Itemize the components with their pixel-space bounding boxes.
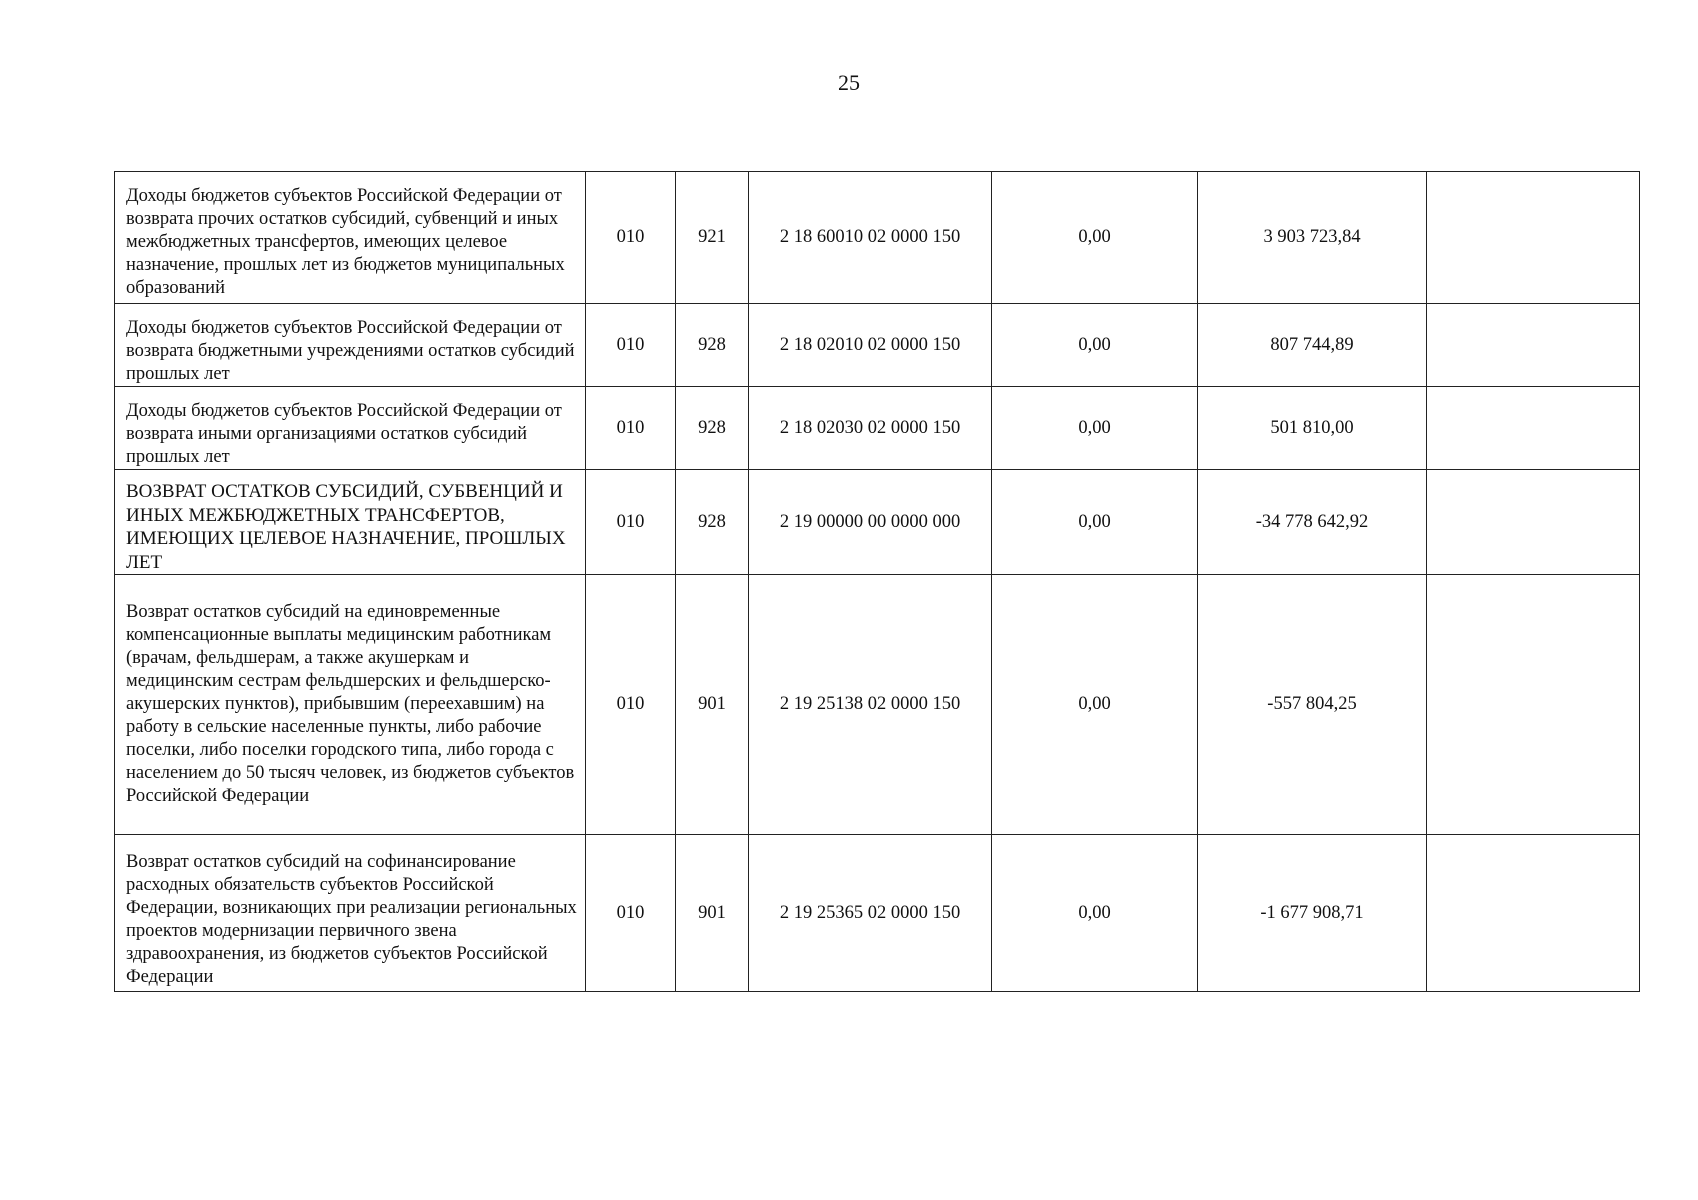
row-plan-amount: 0,00 xyxy=(992,387,1198,470)
row-description: Доходы бюджетов субъектов Российской Федерации от возврата бюджетными учреждениями остатков субсидий прошлых лет xyxy=(115,304,586,387)
row-admin-code: 928 xyxy=(676,470,749,575)
row-kbk-code: 2 18 02010 02 0000 150 xyxy=(749,304,992,387)
row-extra-cell xyxy=(1427,575,1640,835)
row-fact-amount: -557 804,25 xyxy=(1198,575,1427,835)
budget-table xyxy=(114,171,1640,992)
row-extra-cell xyxy=(1427,387,1640,470)
row-section-code: 010 xyxy=(586,304,676,387)
row-extra-cell xyxy=(1427,304,1640,387)
row-section-code: 010 xyxy=(586,470,676,575)
row-section-code: 010 xyxy=(586,387,676,470)
row-fact-amount: -34 778 642,92 xyxy=(1198,470,1427,575)
row-fact-amount: -1 677 908,71 xyxy=(1198,835,1427,992)
table-row xyxy=(115,470,1640,575)
row-plan-amount: 0,00 xyxy=(992,575,1198,835)
row-extra-cell xyxy=(1427,470,1640,575)
row-plan-amount: 0,00 xyxy=(992,835,1198,992)
row-description: Возврат остатков субсидий на единовременные компенсационные выплаты медицинским работникам (врачам, фельдшерам, а также акушеркам и медицинским сестрам фельдшерских и фельдшерско-акушерских пунктов), прибывшим (переехавшим) на работу в сельские населенные пункты, либо рабочие поселки, либо поселки городского типа, либо города с населением до 50 тысяч человек, из бюджетов субъектов Российской Федерации xyxy=(115,575,586,835)
row-description: Доходы бюджетов субъектов Российской Федерации от возврата иными организациями остатков субсидий прошлых лет xyxy=(115,387,586,470)
row-extra-cell xyxy=(1427,172,1640,304)
row-section-code: 010 xyxy=(586,172,676,304)
page-number: 25 xyxy=(838,70,860,95)
row-plan-amount: 0,00 xyxy=(992,470,1198,575)
row-description: Возврат остатков субсидий на софинансирование расходных обязательств субъектов Российской Федерации, возникающих при реализации региональных проектов модернизации первичного звена здравоохранения, из бюджетов субъектов Российской Федерации xyxy=(115,835,586,992)
row-plan-amount: 0,00 xyxy=(992,304,1198,387)
row-extra-cell xyxy=(1427,835,1640,992)
row-admin-code: 921 xyxy=(676,172,749,304)
row-admin-code: 928 xyxy=(676,387,749,470)
row-kbk-code: 2 19 25365 02 0000 150 xyxy=(749,835,992,992)
row-kbk-code: 2 19 25138 02 0000 150 xyxy=(749,575,992,835)
table-row xyxy=(115,575,1640,835)
table-row xyxy=(115,172,1640,304)
row-kbk-code: 2 19 00000 00 0000 000 xyxy=(749,470,992,575)
row-description: Доходы бюджетов субъектов Российской Федерации от возврата прочих остатков субсидий, субвенций и иных межбюджетных трансфертов, имеющих целевое назначение, прошлых лет из бюджетов муниципальных образований xyxy=(115,172,586,304)
row-description: ВОЗВРАТ ОСТАТКОВ СУБСИДИЙ, СУБВЕНЦИЙ И ИНЫХ МЕЖБЮДЖЕТНЫХ ТРАНСФЕРТОВ, ИМЕЮЩИХ ЦЕЛЕВОЕ НАЗНАЧЕНИЕ, ПРОШЛЫХ ЛЕТ xyxy=(115,470,586,575)
row-fact-amount: 3 903 723,84 xyxy=(1198,172,1427,304)
table-row xyxy=(115,387,1640,470)
row-kbk-code: 2 18 60010 02 0000 150 xyxy=(749,172,992,304)
row-admin-code: 901 xyxy=(676,575,749,835)
row-kbk-code: 2 18 02030 02 0000 150 xyxy=(749,387,992,470)
table-row xyxy=(115,304,1640,387)
row-fact-amount: 807 744,89 xyxy=(1198,304,1427,387)
row-fact-amount: 501 810,00 xyxy=(1198,387,1427,470)
table-row xyxy=(115,835,1640,992)
row-admin-code: 928 xyxy=(676,304,749,387)
row-section-code: 010 xyxy=(586,575,676,835)
row-plan-amount: 0,00 xyxy=(992,172,1198,304)
row-section-code: 010 xyxy=(586,835,676,992)
row-admin-code: 901 xyxy=(676,835,749,992)
